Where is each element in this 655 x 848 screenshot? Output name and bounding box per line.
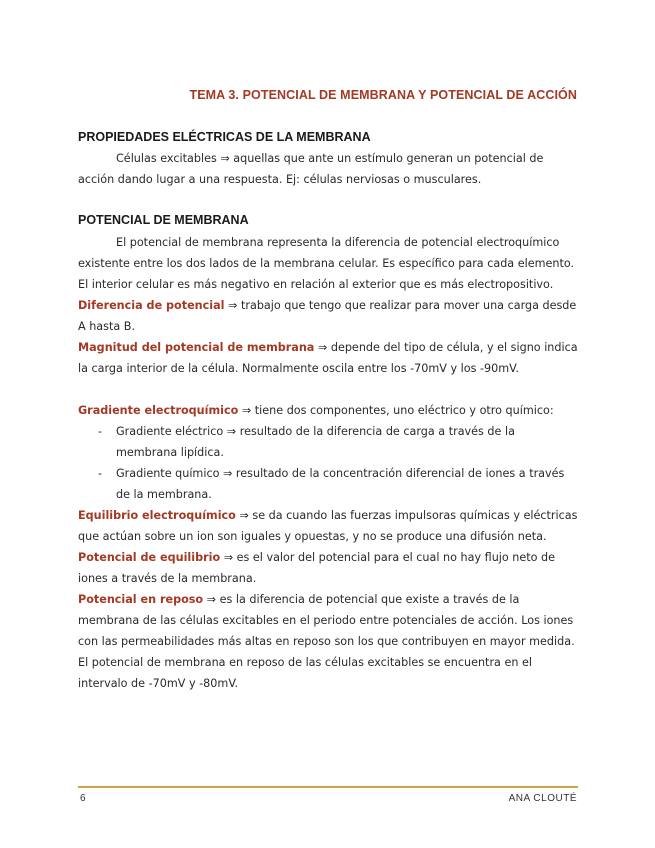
paragraph-equilibrio [78,505,578,547]
dash-mark: - [98,425,103,438]
term-equilibrio: Equilibrio electroquímico [78,509,236,522]
paragraph-intro: El potencial de membrana representa la diferencia de potencial electroquímico existente entre los dos lados de la membrana celular. Es específico para cada elemento. El interior celular es más negativo en relación al exterior que es más electropositivo. [78,236,575,291]
text-reposo: ⇒ es la diferencia de potencial que existe a través de la membrana de las células excitables en el periodo entre potenciales de acción. Los iones con las permeabilidades más altas en reposo son los que contribuyen en mayor medida. El potencial de membrana en reposo de las células excitables se encuentra en el intervalo de -70mV y -80mV. [78,593,575,690]
section-heading-propiedades: PROPIEDADES ELÉCTRICAS DE LA MEMBRANA [78,130,371,144]
dash-mark: - [98,467,103,480]
document-title: TEMA 3. POTENCIAL DE MEMBRANA Y POTENCIAL DE ACCIÓN [189,88,577,102]
text-equilibrio: ⇒ se da cuando las fuerzas impulsoras químicas y eléctricas que actúan sobre un ion son iguales y opuestas, y no se produce una difusión neta. [78,509,578,543]
term-magnitud: Magnitud del potencial de membrana [78,341,315,354]
paragraph-reposo [78,589,578,694]
footer-divider [78,786,578,788]
section-heading-potencial: POTENCIAL DE MEMBRANA [78,213,249,227]
gradient-list [78,421,578,505]
page-number: 6 [80,793,87,804]
term-gradiente: Gradiente electroquímico [78,404,239,417]
paragraph-magnitud [78,337,578,379]
list-item [78,421,578,463]
spacer [78,379,578,400]
list-item-text: Gradiente eléctrico ⇒ resultado de la diferencia de carga a través de la membrana lipídica. [116,425,515,459]
section-body-potencial [78,232,578,694]
term-pot-equilibrio: Potencial de equilibrio [78,551,221,564]
paragraph-gradiente [78,400,578,421]
text-pot-equilibrio: ⇒ es el valor del potencial para el cual no hay flujo neto de iones a través de la membrana. [78,551,556,585]
list-item [78,463,578,505]
paragraph-diferencia [78,295,578,337]
text-diferencia: ⇒ trabajo que tengo que realizar para mover una carga desde A hasta B. [78,299,577,333]
term-reposo: Potencial en reposo [78,593,204,606]
text-magnitud: ⇒ depende del tipo de célula, y el signo indica la carga interior de la célula. Normalmente oscila entre los -70mV y los -90mV. [78,341,578,375]
paragraph-pot-equilibrio [78,547,578,589]
term-diferencia: Diferencia de potencial [78,299,225,312]
text-gradiente: ⇒ tiene dos componentes, uno eléctrico y otro químico: [238,404,554,417]
paragraph-celulas-excitables: Células excitables ⇒ aquellas que ante un estímulo generan un potencial de acción dando lugar a una respuesta. Ej: células nerviosas o musculares. [78,152,544,186]
section-body-propiedades [78,148,578,190]
author-name: ANA CLOUTÉ [508,793,577,804]
list-item-text: Gradiente químico ⇒ resultado de la concentración diferencial de iones a través de la membrana. [116,467,565,501]
